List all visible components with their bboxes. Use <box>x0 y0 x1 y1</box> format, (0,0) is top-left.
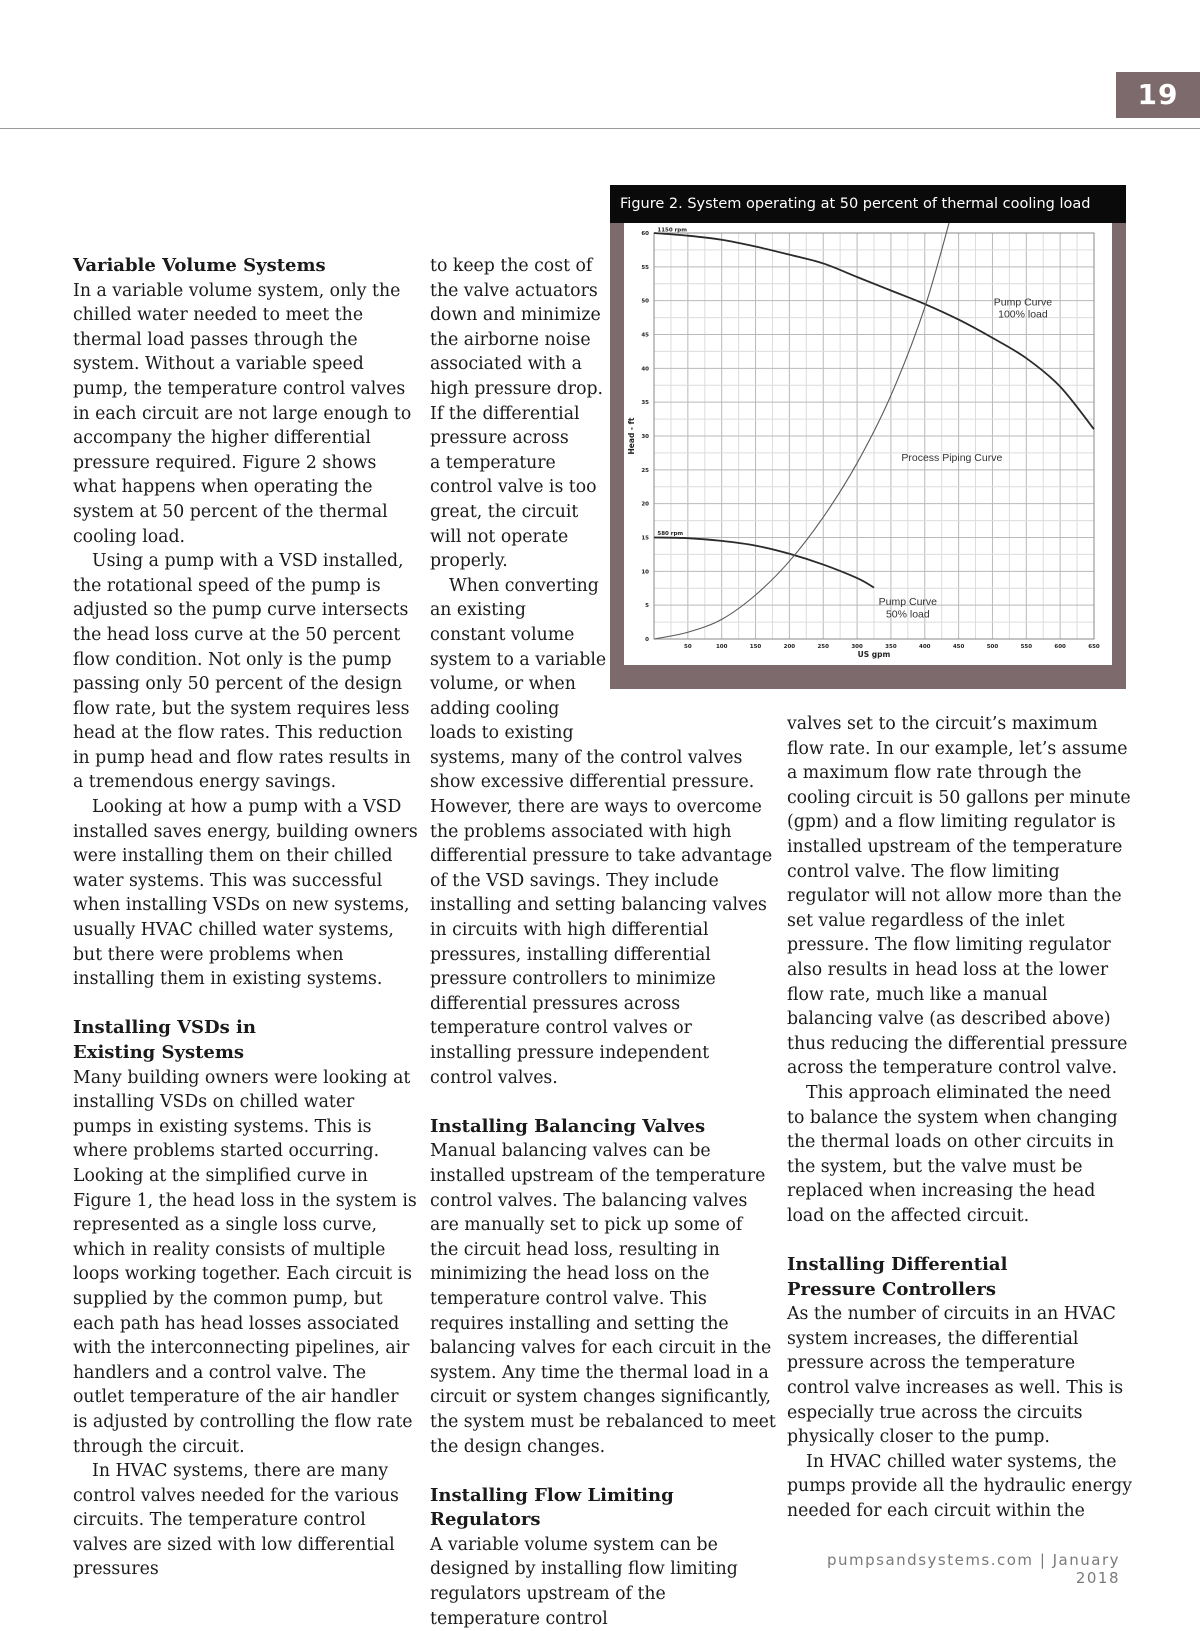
text-line: an existing <box>430 600 526 621</box>
text-line: control valve is too <box>430 477 597 498</box>
footer: pumpsandsystems.com | January 2018 <box>827 1551 1120 1587</box>
y-tick-label: 35 <box>641 400 649 407</box>
y-tick-label: 40 <box>641 366 649 373</box>
y-tick-label: 0 <box>645 637 649 643</box>
text-line: will not operate <box>430 526 569 547</box>
x-tick-label: 250 <box>817 644 829 650</box>
text-line: the valve actuators <box>430 280 598 301</box>
text-line: If the differential <box>430 403 580 424</box>
text-line: volume, or when <box>430 674 576 695</box>
paragraph: In HVAC systems, there are many control valves needed for the various circuits. The temperature control valves are sized with low differential pressures <box>73 1461 399 1580</box>
y-tick-label: 25 <box>641 467 649 474</box>
page-number: 19 <box>1116 72 1200 118</box>
text-line: When converting <box>449 575 599 596</box>
y-tick-label: 30 <box>641 434 649 440</box>
y-axis-label: Head - ft <box>627 417 636 455</box>
pump-curve-100-label: Pump Curve <box>993 296 1053 309</box>
x-tick-label: 50 <box>684 644 692 650</box>
x-tick-label: 500 <box>986 644 999 650</box>
y-tick-label: 20 <box>641 501 649 508</box>
x-tick-label: 550 <box>1020 644 1033 650</box>
paragraph: Manual balancing valves can be installed upstream of the temperature control valves. The balancing valves are manually set to pick up some of the circuit head loss, resulting in minimizing the head loss on the temperature control valve. This requires installing and setting the balancing valves for each circuit in the system. Any time the thermal load in a circuit or system changes significantly, the system must be rebalanced to meet the design changes. <box>430 1141 776 1457</box>
text-line: associated with a <box>430 354 582 375</box>
heading-differential-pressure: Installing Differential Pressure Controllers <box>787 1254 1008 1300</box>
rpm-label-1150: 1150 rpm <box>657 227 687 234</box>
pump-curve-100-label: 100% load <box>998 308 1048 321</box>
heading-flow-limiting: Installing Flow Limiting Regulators <box>430 1484 674 1531</box>
figure-caption: Figure 2. System operating at 50 percent of thermal cooling load <box>610 185 1126 223</box>
x-tick-label: 400 <box>919 644 931 650</box>
y-tick-label: 10 <box>641 569 649 576</box>
text-line: the airborne noise <box>430 329 591 350</box>
x-tick-label: 300 <box>851 644 863 650</box>
figure-2 <box>610 185 1126 689</box>
text-line: loads to existing <box>430 723 574 744</box>
pump-curve-chart <box>624 223 1112 665</box>
x-tick-label: 600 <box>1054 644 1066 650</box>
x-tick-label: 650 <box>1088 644 1100 650</box>
paragraph: valves set to the circuit’s maximum flow rate. In our example, let’s assume a maximum flow rate through the cooling circuit is 50 gallons per minute (gpm) and a flow limiting regulator is installed upstream of the temperature control valve. The flow limiting regulator will not allow more than the set value regardless of the inlet pressure. The flow limiting regulator also results in head loss at the lower flow rate, much like a manual balancing valve (as described above) thus reducing the differential pressure across the temperature control valve. <box>787 714 1131 1079</box>
pump-curve-50-label: 50% load <box>885 608 930 621</box>
column-1 <box>73 254 418 1582</box>
text-line: a temperature <box>430 452 556 473</box>
process-piping-curve-label: Process Piping Curve <box>901 452 1003 465</box>
heading-balancing-valves: Installing Balancing Valves <box>430 1115 706 1137</box>
rpm-label-580: 580 rpm <box>657 530 684 537</box>
column-3 <box>787 712 1133 1524</box>
text-line: properly. <box>430 551 508 572</box>
text-line: high pressure drop. <box>430 378 604 399</box>
x-tick-label: 200 <box>783 644 796 650</box>
x-tick-label: 450 <box>952 644 965 650</box>
paragraph: Using a pump with a VSD installed, the rotational speed of the pump is adjusted so the pump curve intersects the head loss curve at the 50 percent flow condition. Not only is the pump passing only 50 percent of the design flow rate, but the system requires less head at the flow rates. This reduction in pump head and flow rates results in a tremendous energy savings. <box>73 551 411 793</box>
y-tick-label: 5 <box>645 603 649 610</box>
heading-variable-volume: Variable Volume Systems <box>73 255 326 276</box>
y-tick-label: 60 <box>641 231 649 237</box>
paragraph: In HVAC chilled water systems, the pumps provide all the hydraulic energy needed for each circuit within the <box>787 1451 1132 1521</box>
text-line: down and minimize <box>430 305 601 326</box>
paragraph: Many building owners were looking at installing VSDs on chilled water pumps in existing systems. This is where problems started occurring. Looking at the simplified curve in Figure 1, the head loss in the system is represented as a single loss curve, which in reality consists of multiple loops working together. Each circuit is supplied by the common pump, but each path has head losses associated with the interconnecting pipelines, air handlers and a control valve. The outlet temperature of the air handler is adjusted by controlling the flow rate through the circuit. <box>73 1067 417 1457</box>
y-tick-label: 50 <box>641 298 649 305</box>
pump-curve-50-label: Pump Curve <box>878 596 938 609</box>
paragraph: In a variable volume system, only the chilled water needed to meet the thermal load passes through the system. Without a variable speed pump, the temperature control valves in each circuit are not large enough to accompany the higher differential pressure required. Figure 2 shows what happens when operating the system at 50 percent of the thermal cooling load. <box>73 280 412 547</box>
heading-installing-vsds: Installing VSDs in Existing Systems <box>73 1017 256 1063</box>
x-tick-label: 100 <box>715 644 728 650</box>
paragraph: systems, many of the control valves show excessive differential pressure. However, there are ways to overcome the problems associated with high differential pressure to take advantage of the VSD savings. They include installing and setting balancing valves in circuits with high differential pressures, installing differential pressure controllers to minimize differential pressures across temperature control valves or installing pressure independent control valves. <box>430 747 773 1088</box>
text-line: pressure across <box>430 428 569 449</box>
paragraph: This approach eliminated the need to balance the system when changing the thermal loads on other circuits in the system, but the valve must be replaced when increasing the head load on the affected circuit. <box>787 1082 1118 1226</box>
y-tick-label: 45 <box>641 332 649 339</box>
text-line: adding cooling <box>430 698 560 719</box>
text-line: to keep the cost of <box>430 256 593 276</box>
text-line: system to a variable <box>430 649 607 670</box>
paragraph: As the number of circuits in an HVAC system increases, the differential pressure across the temperature control valve increases as well. This is especially true across the circuits physically closer to the pump. <box>787 1304 1124 1448</box>
x-axis-label: US gpm <box>857 650 891 659</box>
paragraph: Looking at how a pump with a VSD installed saves energy, building owners were installing them on their chilled water systems. This was successful when installing VSDs on new systems, usually HVAC chilled water systems, but there were problems when installing them in existing systems. <box>73 797 418 990</box>
x-tick-label: 350 <box>885 644 897 650</box>
y-tick-label: 55 <box>641 264 649 271</box>
paragraph: A variable volume system can be designed by installing flow limiting regulators upstream of the temperature control <box>430 1534 738 1629</box>
y-tick-label: 15 <box>641 535 649 542</box>
x-tick-label: 150 <box>749 644 762 650</box>
header-rule <box>0 128 1200 129</box>
text-line: constant volume <box>430 624 575 645</box>
text-line: great, the circuit <box>430 501 579 522</box>
